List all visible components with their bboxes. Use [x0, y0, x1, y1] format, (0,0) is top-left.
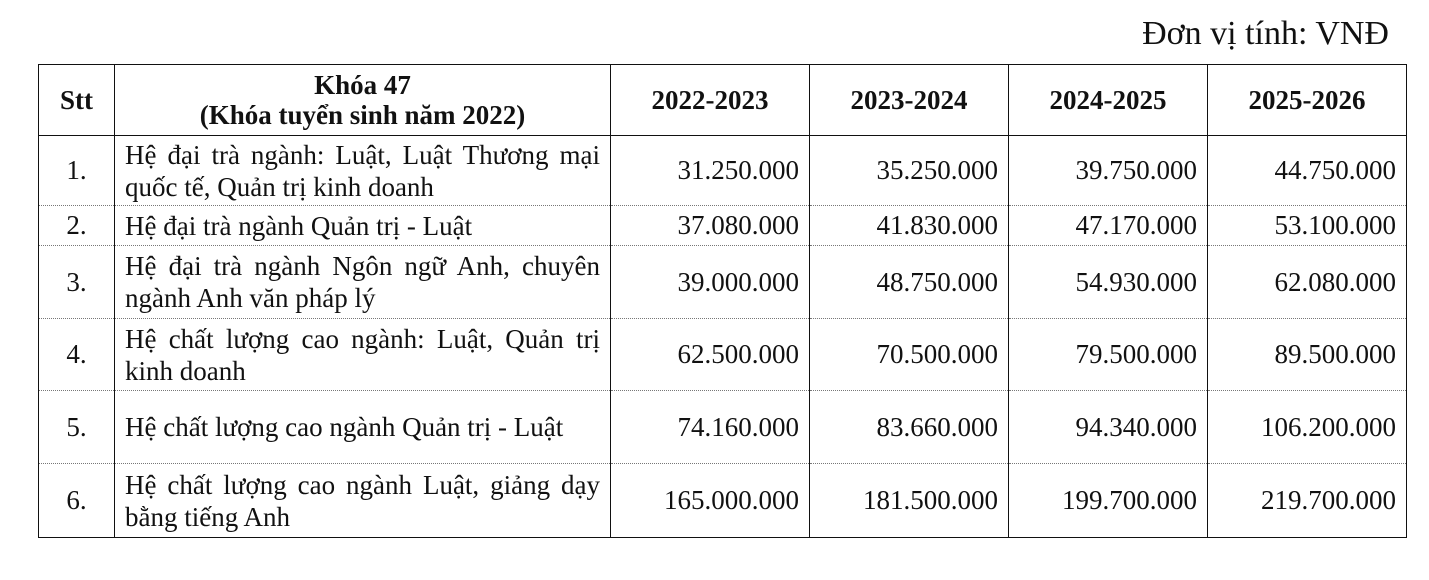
row-number: 4.	[39, 319, 115, 391]
fee-cell: 70.500.000	[810, 319, 1009, 391]
header-cohort-line2: (Khóa tuyển sinh năm 2022)	[199, 100, 526, 130]
table-row	[39, 206, 1407, 246]
tuition-fee-table	[38, 64, 1407, 538]
header-year: 2022-2023	[611, 65, 810, 136]
header-stt: Stt	[39, 65, 115, 136]
fee-cell: 48.750.000	[810, 246, 1009, 319]
program-name: Hệ đại trà ngành Quản trị - Luật	[115, 206, 611, 246]
fee-cell: 41.830.000	[810, 206, 1009, 246]
fee-cell: 165.000.000	[611, 464, 810, 538]
fee-cell: 47.170.000	[1009, 206, 1208, 246]
row-number: 5.	[39, 391, 115, 464]
fee-cell: 39.000.000	[611, 246, 810, 319]
fee-cell: 39.750.000	[1009, 136, 1208, 206]
fee-cell: 44.750.000	[1208, 136, 1407, 206]
table-header-row	[39, 65, 1407, 136]
row-number: 1.	[39, 136, 115, 206]
program-name: Hệ đại trà ngành: Luật, Luật Thương mại quốc tế, Quản trị kinh doanh	[115, 136, 611, 206]
fee-cell: 79.500.000	[1009, 319, 1208, 391]
fee-cell: 89.500.000	[1208, 319, 1407, 391]
fee-cell: 53.100.000	[1208, 206, 1407, 246]
fee-cell: 35.250.000	[810, 136, 1009, 206]
row-number: 3.	[39, 246, 115, 319]
table-row	[39, 319, 1407, 391]
fee-cell: 181.500.000	[810, 464, 1009, 538]
fee-cell: 62.500.000	[611, 319, 810, 391]
header-year: 2025-2026	[1208, 65, 1407, 136]
fee-cell: 106.200.000	[1208, 391, 1407, 464]
fee-cell: 83.660.000	[810, 391, 1009, 464]
fee-cell: 94.340.000	[1009, 391, 1208, 464]
row-number: 2.	[39, 206, 115, 246]
fee-cell: 74.160.000	[611, 391, 810, 464]
header-cohort-line1: Khóa 47	[314, 70, 411, 100]
table-row	[39, 246, 1407, 319]
table-row	[39, 136, 1407, 206]
program-name: Hệ chất lượng cao ngành Luật, giảng dạy bằng tiếng Anh	[115, 464, 611, 538]
table-row	[39, 464, 1407, 538]
program-name: Hệ đại trà ngành Ngôn ngữ Anh, chuyên ngành Anh văn pháp lý	[115, 246, 611, 319]
program-name: Hệ chất lượng cao ngành Quản trị - Luật	[115, 391, 611, 464]
unit-label: Đơn vị tính: VNĐ	[1142, 15, 1389, 52]
header-cohort	[115, 65, 611, 136]
row-number: 6.	[39, 464, 115, 538]
header-year: 2023-2024	[810, 65, 1009, 136]
fee-cell: 62.080.000	[1208, 246, 1407, 319]
fee-cell: 219.700.000	[1208, 464, 1407, 538]
table-row	[39, 391, 1407, 464]
header-year: 2024-2025	[1009, 65, 1208, 136]
program-name: Hệ chất lượng cao ngành: Luật, Quản trị kinh doanh	[115, 319, 611, 391]
fee-cell: 31.250.000	[611, 136, 810, 206]
fee-cell: 54.930.000	[1009, 246, 1208, 319]
fee-cell: 199.700.000	[1009, 464, 1208, 538]
fee-cell: 37.080.000	[611, 206, 810, 246]
